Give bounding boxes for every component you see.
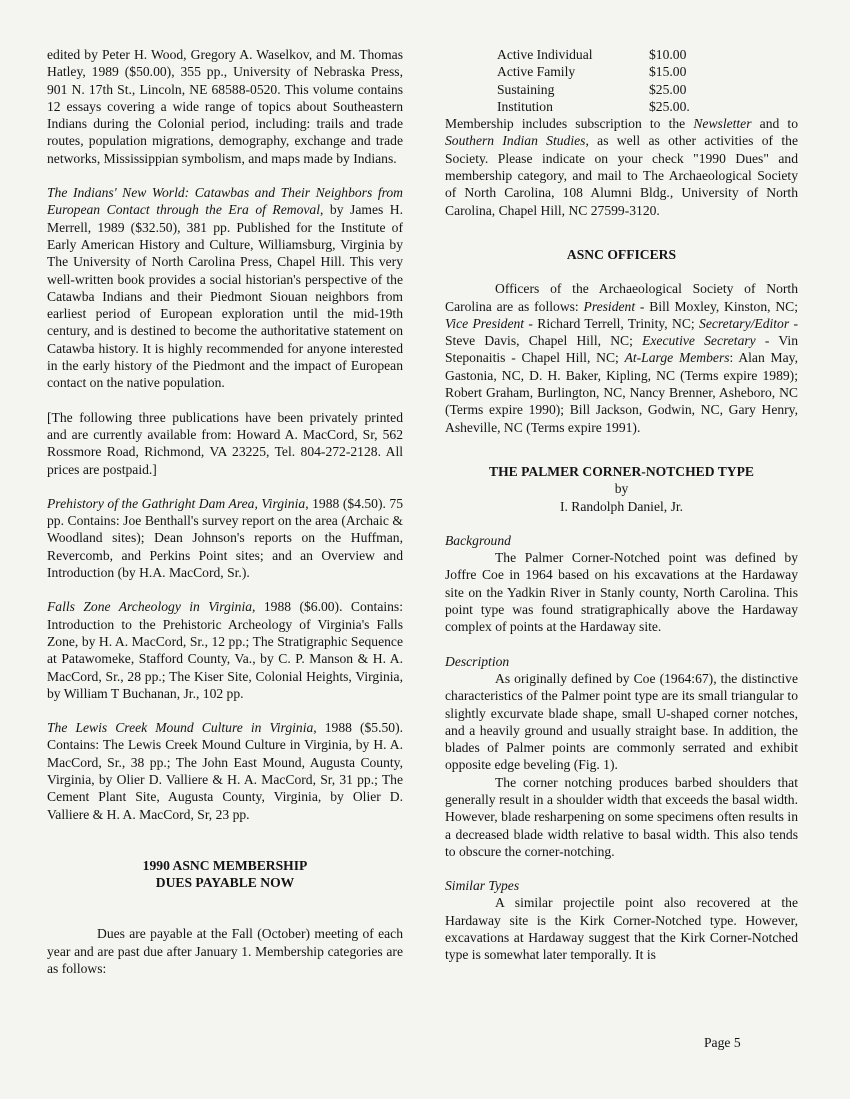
sis-title: Southern Indian Studies xyxy=(445,133,586,149)
left-column xyxy=(47,46,403,977)
president-label: President xyxy=(583,298,636,314)
description-paragraph: As originally defined by Coe (1964:67), the distinctive characteristics of the Palmer point type are its small triangular to slightly excurvate blade shape, small U-shaped corner notches, and a heavily ground and usually straight base. In addition, the blades of Palmer points are commonly serrated and exhibit opposite edge beveling (Fig. 1). xyxy=(445,670,798,773)
falls-zone-body: , 1988 ($6.00). Contains: Introduction to the Prehistoric Archeology of Virginia's Falls Zone, by H. A. MacCord, Sr., 12 pp.; The Stratigraphic Sequence at Patawomeke, Stafford County, Va., by C. P. Manson & H. A. MacCord, Sr., 28 pp.; The Kiser Site, Colonial Heights, Virginia, by William T Buchanan, Jr., 102 pp. xyxy=(47,599,403,701)
dues-category: Active Family xyxy=(497,64,576,80)
dues-row xyxy=(497,46,798,63)
membership-text: and to xyxy=(751,116,798,132)
newsletter-title: Newsletter xyxy=(693,116,752,132)
page-number: Page 5 xyxy=(704,1035,741,1050)
dues-amount: $25.00 xyxy=(649,81,687,97)
article-byline: by xyxy=(614,481,629,497)
dues-category: Institution xyxy=(497,98,553,114)
background-paragraph: The Palmer Corner-Notched point was defined by Joffre Coe in 1964 based on his excavations at the Hardaway site on the Yadkin River in Stanly county, North Carolina. This point type was found stratigraphically above the Hardaway complex of points at the Hardaway site. xyxy=(445,550,798,635)
officers-heading: ASNC OFFICERS xyxy=(566,246,677,262)
description-paragraph: The corner notching produces barbed shoulders that generally result in a shoulder width that exceeds the basal width. However, blade resharpening on some specimens often results in a decreased blade width relative to basal width. This also tends to obscure the corner-notching. xyxy=(445,774,798,859)
exec-value: - Vin Steponaitis - Chapel Hill, NC; xyxy=(445,333,798,366)
dues-row xyxy=(497,98,798,115)
membership-info-paragraph xyxy=(445,115,798,219)
membership-text: Membership includes subscription to the xyxy=(445,116,694,132)
article-author: I. Randolph Daniel, Jr. xyxy=(559,498,684,514)
dues-table xyxy=(497,46,798,115)
similar-types-heading: Similar Types xyxy=(445,878,520,894)
dues-paragraph: Dues are payable at the Fall (October) meeting of each year and are past due after January 1. Membership categories are as follows: xyxy=(47,926,403,977)
right-column xyxy=(445,46,798,964)
merrell-book-paragraph xyxy=(47,184,403,392)
merrell-book-body: , by James H. Merrell, 1989 ($32.50), 381 pp. Published for the Institute of Early American History and Culture, Williamsburg, Virginia by The University of North Carolina Press, Chapel Hill. This very well-written book provides a social historian's perspective of the Catawba Indians and their Piedmont Siouan neighbors from earliest period of European exploration until the mid-19th century, and is destined to become the authoritative statement on Catawba history. It is highly recommended for anyone interested in the early history of the Piedmont and the impact of European contact on the native population. xyxy=(47,202,404,391)
vp-label: Vice President xyxy=(445,315,525,331)
lewis-creek-paragraph xyxy=(47,719,403,823)
atlarge-value: : Alan May, Gastonia, NC, D. H. Baker, Kipling, NC (Terms expire 1989); Robert Graham, Burlington, NC, Nancy Brenner, Asheboro, NC (Terms expire 1990); Bill Jackson, Godwin, NC, Gary Henry, Asheville, NC (Terms expire 1991). xyxy=(445,350,798,435)
description-heading: Description xyxy=(445,653,510,669)
merrell-book-title: The Indians' New World: Catawbas and Their Neighbors from European Contact through the Era of Removal xyxy=(47,185,403,218)
falls-zone-title: Falls Zone Archeology in Virginia xyxy=(47,599,253,615)
dues-amount: $15.00 xyxy=(649,64,687,80)
dues-row xyxy=(497,81,798,98)
gathright-body: , 1988 ($4.50). 75 pp. Contains: Joe Benthall's survey report on the area (Archaic & Woodland sites); Dean Johnson's reports on the Huffman, Revercomb, and Perkins Point sites; and an Overview and Introduction (by H.A. MacCord, Sr.). xyxy=(47,495,403,581)
secretary-label: Secretary/Editor xyxy=(699,315,790,331)
membership-heading-line2: DUES PAYABLE NOW xyxy=(155,875,295,891)
gathright-paragraph xyxy=(47,495,403,581)
falls-zone-paragraph xyxy=(47,598,403,702)
president-value: - Bill Moxley, Kinston, NC; xyxy=(635,298,798,314)
exec-label: Executive Secretary xyxy=(642,333,756,349)
dues-category: Sustaining xyxy=(497,81,555,97)
officers-paragraph xyxy=(445,280,798,436)
dues-amount: $10.00 xyxy=(649,47,687,62)
membership-heading-line1: 1990 ASNC MEMBERSHIP xyxy=(142,857,308,873)
background-heading: Background xyxy=(445,532,511,548)
lewis-creek-title: The Lewis Creek Mound Culture in Virginia xyxy=(47,720,314,736)
vp-value: - Richard Terrell, Trinity, NC; xyxy=(524,315,700,331)
dues-amount: $25.00. xyxy=(649,98,690,114)
maccord-notice-paragraph: [The following three publications have been privately printed and are currently available from: Howard A. MacCord, Sr, 562 Rossmore Road, Richmond, VA 23225, Tel. 804-272-2128. All prices are postpaid.] xyxy=(47,409,403,477)
membership-text: , as well as other activities of the Society. Please indicate on your check "1990 Dues" and membership category, and mail to The Archaeological Society of North Carolina, 108 Alumni Bldg., University of North Carolina, Chapel Hill, NC 27599-3120. xyxy=(445,133,798,218)
similar-types-paragraph: A similar projectile point also recovered at the Hardaway site is the Kirk Corner-Notched type. However, excavations at Hardaway suggest that the Kirk Corner-Notched type is somewhat later temporally. It is xyxy=(445,895,798,963)
atlarge-label: At-Large Members xyxy=(624,350,730,366)
gathright-title: Prehistory of the Gathright Dam Area, Virginia xyxy=(47,495,306,511)
officers-intro: Officers of the Archaeological Society of North Carolina are as follows: xyxy=(445,281,798,314)
secretary-value: - Steve Davis, Chapel Hill, NC; xyxy=(445,315,798,349)
lewis-creek-body: , 1988 ($5.50). Contains: The Lewis Creek Mound Culture in Virginia, by H. A. MacCord, Sr., 38 pp.; The John East Mound, Augusta County, Virginia, by Olier D. Valliere & H. A. MacCord, Sr, 31 pp.; The Cement Plant Site, Augusta County, Virginia, by Olier D. Valliere & H. A. MacCord, Sr, 23 pp. xyxy=(47,720,403,822)
article-title: THE PALMER CORNER-NOTCHED TYPE xyxy=(489,463,754,479)
dues-category: Active Individual xyxy=(497,47,593,62)
wood-book-paragraph: edited by Peter H. Wood, Gregory A. Waselkov, and M. Thomas Hatley, 1989 ($50.00), 355 pp., University of Nebraska Press, 901 N. 17th St., Lincoln, NE 68588-0520. This volume contains 12 essays covering a wide range of topics about Southeastern Indians during the Colonial period, including: trails and trade routes, population migrations, demography, exchange and trade networks, Mississippian symbolism, and maps made by Indians. xyxy=(47,47,403,166)
dues-row xyxy=(497,63,798,80)
